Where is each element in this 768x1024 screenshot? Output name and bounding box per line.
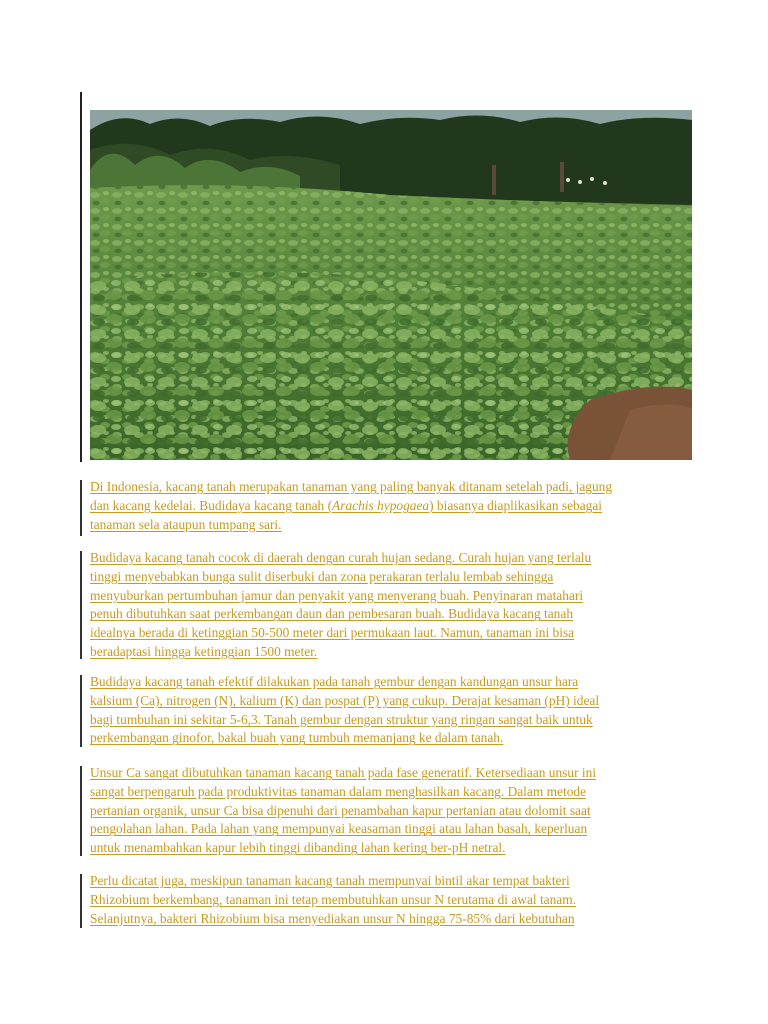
paragraph-5-text[interactable] <box>90 872 690 928</box>
line <box>90 497 690 516</box>
margin-bar <box>80 874 82 928</box>
line: Rhizobium berkembang, tanaman ini tetap membutuhkan unsur N terutama di awal tanam. <box>90 891 577 907</box>
paragraph-2-text[interactable] <box>90 549 690 662</box>
photo-block <box>80 92 694 462</box>
margin-bar <box>80 92 82 462</box>
paragraph-2 <box>80 549 690 662</box>
margin-bar <box>80 551 82 659</box>
text-segment: dan kacang kedelai. Budidaya kacang tanah ( <box>90 497 333 513</box>
line: pengolahan lahan. Pada lahan yang mempunyai keasaman tinggi atau lahan basah, keperluan <box>90 821 588 837</box>
line: Unsur Ca sangat dibutuhkan tanaman kacang tanah pada fase generatif. Ketersediaan unsur ini <box>90 765 597 780</box>
paragraph-1 <box>80 478 690 534</box>
line: Budidaya kacang tanah cocok di daerah dengan curah hujan sedang. Curah hujan yang terlalu <box>90 550 592 565</box>
line: Budidaya kacang tanah efektif dilakukan pada tanah gembur dengan kandungan unsur hara <box>90 674 579 689</box>
line: Perlu dicatat juga, meskipun tanaman kacang tanah mempunyai bintil akar tempat bakteri <box>90 873 570 888</box>
line: idealnya berada di ketinggian 50-500 meter dari permukaan laut. Namun, tanaman ini bisa <box>90 625 575 641</box>
peanut-field-photo <box>90 110 692 460</box>
line: bagi tumbuhan ini sekitar 5-6,3. Tanah gembur dengan struktur yang ringan sangat baik untuk <box>90 711 593 727</box>
paragraph-5 <box>80 872 690 928</box>
paragraph-3-text[interactable] <box>90 673 690 748</box>
line: kalsium (Ca), nitrogen (N), kalium (K) dan pospat (P) yang cukup. Derajat kesaman (pH) ideal <box>90 692 600 708</box>
paragraph-3 <box>80 673 690 748</box>
paragraph-4-text[interactable] <box>90 764 690 858</box>
scientific-name: Arachis hypogaea <box>332 497 430 513</box>
line: untuk menambahkan kapur lebih tinggi dibanding lahan kering ber-pH netral. <box>90 840 506 856</box>
paragraph-4 <box>80 764 690 858</box>
line: Di Indonesia, kacang tanah merupakan tanaman yang paling banyak ditanam setelah padi, jagung <box>90 479 613 494</box>
line: Selanjutnya, bakteri Rhizobium bisa menyediakan unsur N hingga 75-85% dari kebutuhan <box>90 910 575 926</box>
text-segment: ) biasanya diaplikasikan sebagai <box>429 497 603 513</box>
line: tanaman sela ataupun tumpang sari. <box>90 516 282 532</box>
margin-bar <box>80 480 82 536</box>
line: penuh dibutuhkan saat perkembangan daun dan pembesaran buah. Budidaya kacang tanah <box>90 606 574 622</box>
paragraph-1-text[interactable] <box>90 478 690 534</box>
margin-bar <box>80 766 82 856</box>
line: perkembangan ginofor, bakal buah yang tumbuh memanjang ke dalam tanah. <box>90 730 504 746</box>
line: tinggi menyebabkan bunga sulit diserbuki dan zona perakaran terlalu lembab sehingga <box>90 568 554 584</box>
line: beradaptasi hingga ketinggian 1500 meter. <box>90 643 318 659</box>
peanut-field-illustration <box>90 110 692 460</box>
line: sangat berpengaruh pada produktivitas tanaman dalam menghasilkan kacang. Dalam metode <box>90 783 587 799</box>
line: menyuburkan pertumbuhan jamur dan penyakit yang menyerang buah. Penyinaran matahari <box>90 587 584 603</box>
margin-bar <box>80 675 82 747</box>
line: pertanian organik, unsur Ca bisa dipenuhi dari penambahan kapur pertanian atau dolomit saat <box>90 802 591 818</box>
